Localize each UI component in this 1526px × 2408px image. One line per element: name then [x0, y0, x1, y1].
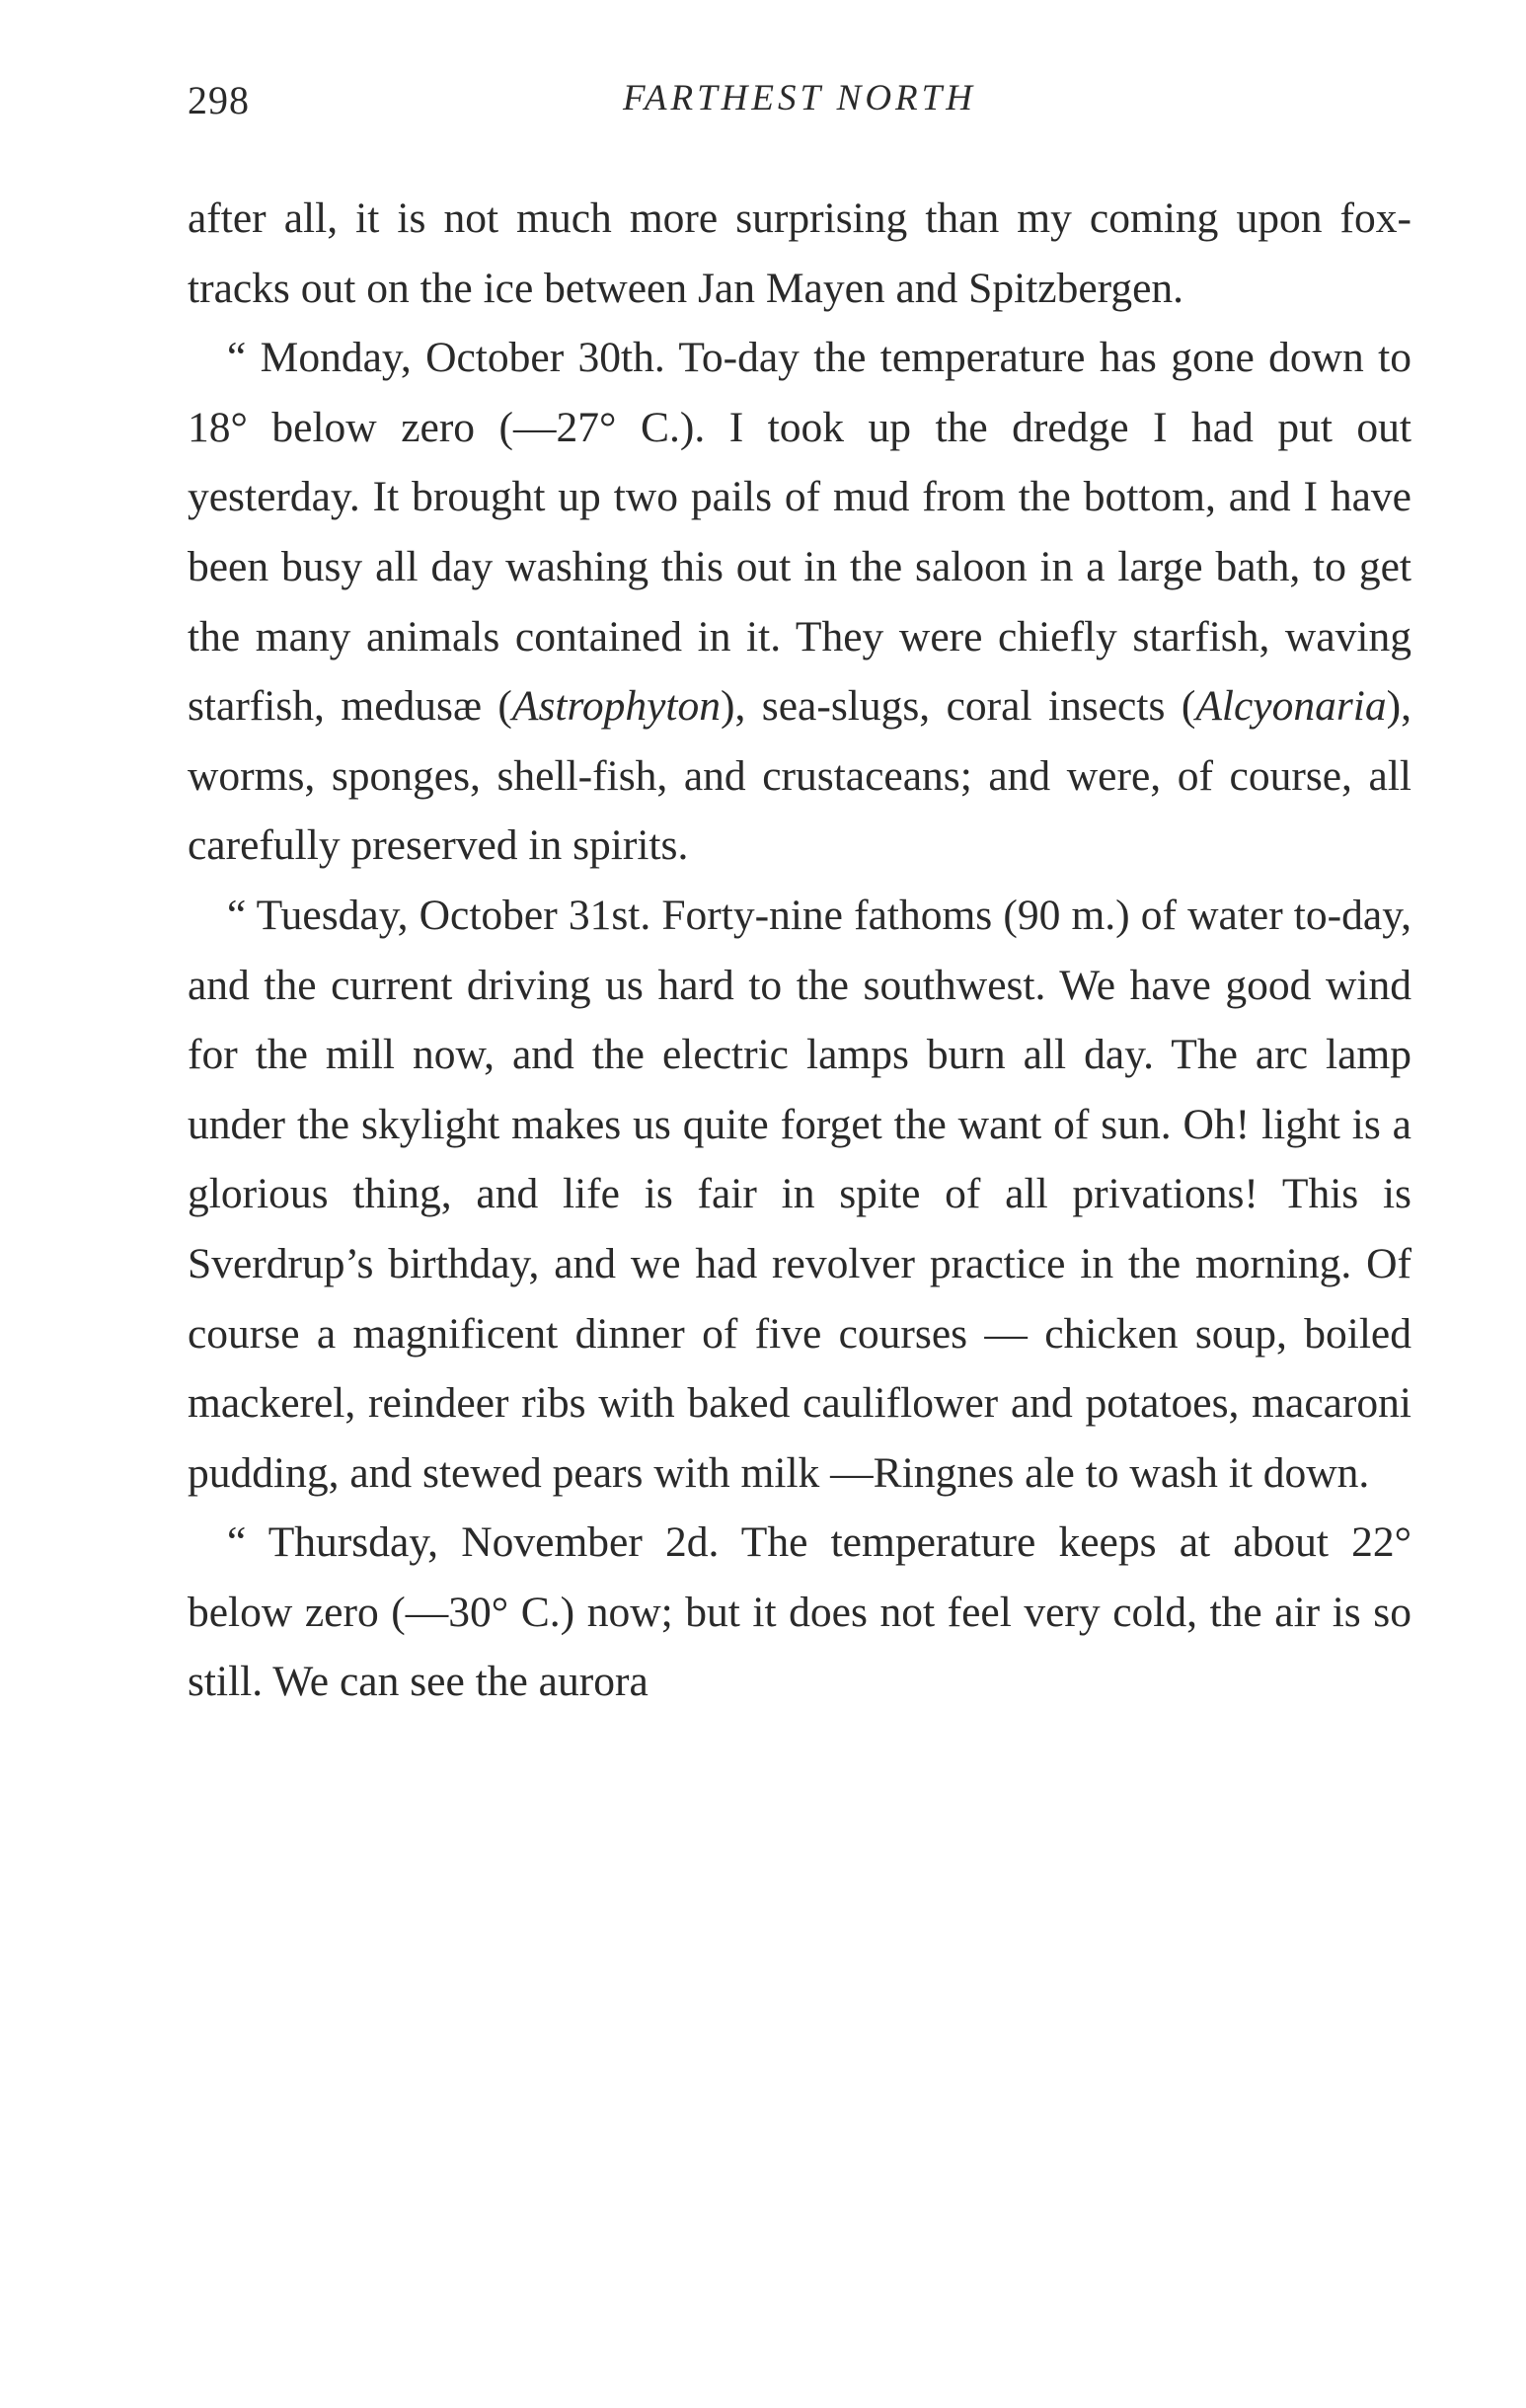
paragraph-text: ), sea-slugs, coral insects (: [720, 682, 1196, 731]
italic-term-astrophyton: Astrophyton: [511, 682, 721, 731]
running-title: FARTHEST NORTH: [623, 78, 976, 118]
paragraph-october-31: “ Tuesday, October 31st. Forty-nine fathoms (90 m.) of water to-day, and the current driving us hard to the southwest. We have good wind for the mill now, and the electric lamps burn all day. The arc lamp under the skylight makes us quite forget the want of sun. Oh! light is a glorious thing, and life is fair in spite of all privations! This is Sverdrup’s birthday, and we had revolver practice in the morning. Of course a magnificent dinner of five courses — chicken soup, boiled mackerel, reindeer ribs with baked cauliflower and potatoes, macaroni pudding, and stewed pears with milk —Ringnes ale to wash it down.: [188, 891, 1412, 1497]
paragraph-continuation: after all, it is not much more surprising than my coming upon fox-tracks out on the ice between Jan Mayen and Spitzbergen.: [188, 194, 1412, 312]
italic-term-alcyonaria: Alcyonaria: [1195, 682, 1387, 731]
page-body: [188, 184, 1412, 1717]
paragraph-text: ), worms, sponges, shell-fish, and crustaceans; and were, of course, all carefully preserved in spirits.: [188, 682, 1412, 870]
page-number: 298: [188, 78, 250, 122]
page-header: [188, 77, 1412, 136]
paragraph-text: “ Monday, October 30th. To-day the temperature has gone down to 18° below zero (—27° C.). I took up the dredge I had put out yesterday. It brought up two pails of mud from the bottom, and I have been busy all day washing this out in the saloon in a large bath, to get the many animals contained in it. They were chiefly starfish, waving starfish, medusæ (: [188, 334, 1412, 731]
paragraph-november-2: “ Thursday, November 2d. The temperature keeps at about 22° below zero (—30° C.) now; but it does not feel very cold, the air is so still. We can see the aurora: [188, 1518, 1412, 1706]
paragraph-october-30: [188, 323, 1412, 881]
